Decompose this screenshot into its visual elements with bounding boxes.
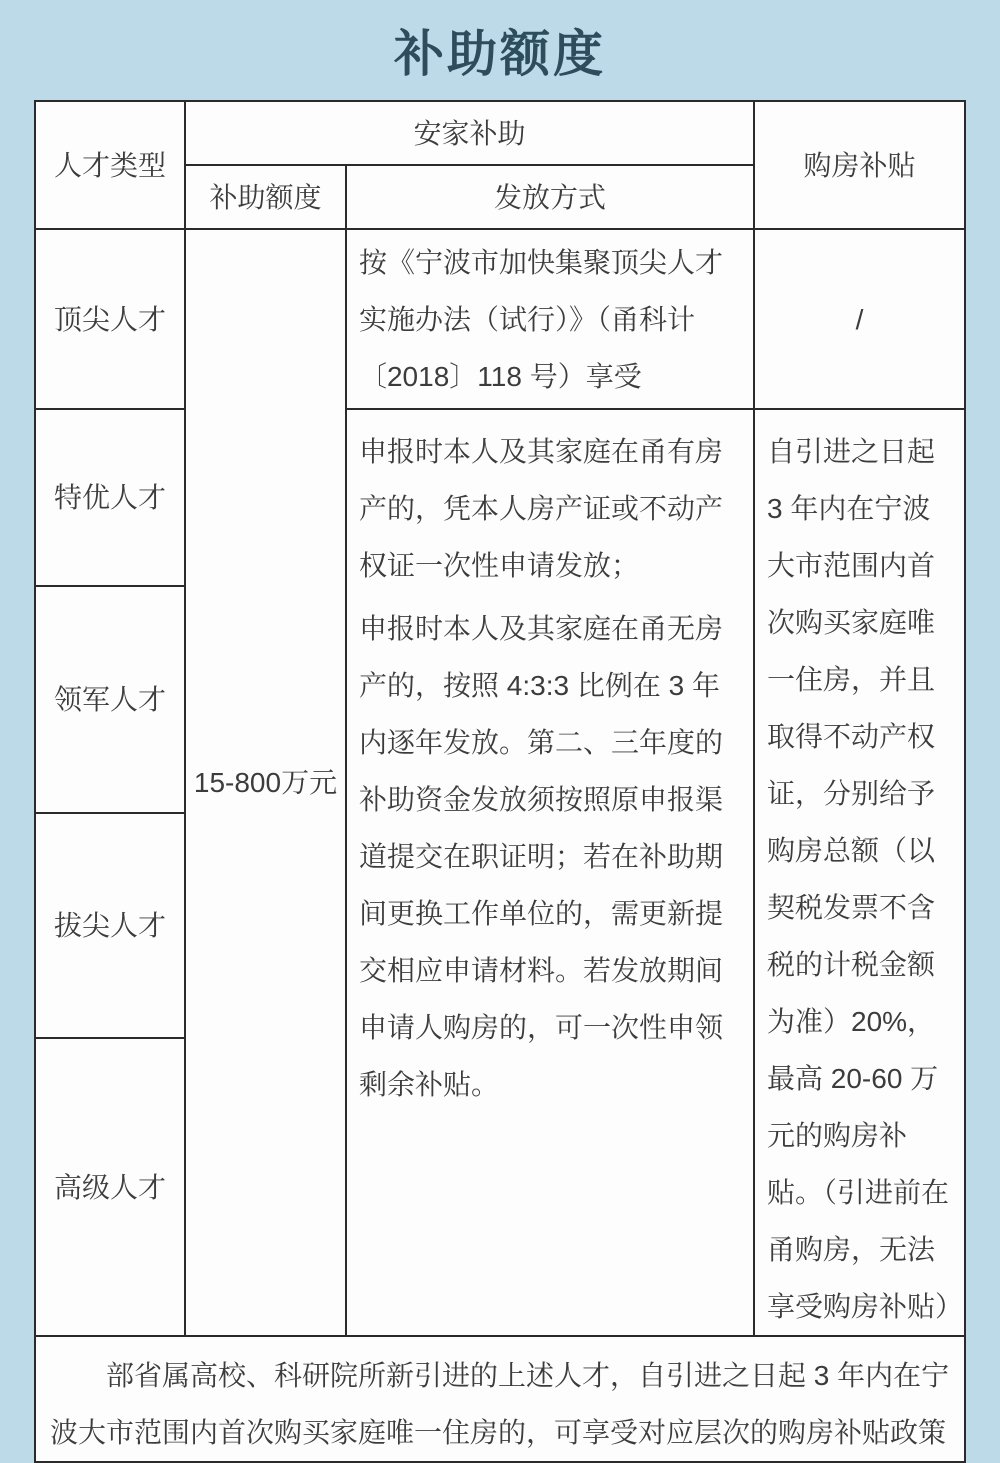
talent-type-top: 顶尖人才: [35, 229, 185, 409]
table-row-top-talent: [35, 229, 965, 409]
subsidy-table: [34, 100, 966, 1463]
house-subsidy-merged-cell: 自引进之日起 3 年内在宁波大市范围内首次购买家庭唯一住房，并且取得不动产权证，分别给予购房总额（以契税发票不含税的计税金额为准）20%，最高 20-60 万元的购房补贴。（引进前在甬购房，无法享受购房补贴）: [754, 409, 965, 1336]
talent-type-teyou: 特优人才: [35, 409, 185, 586]
talent-type-bajian: 拔尖人才: [35, 813, 185, 1038]
distribution-method-merged-cell: [346, 409, 754, 1336]
header-distribution-method: 发放方式: [346, 165, 754, 229]
talent-type-gaoji: 高级人才: [35, 1038, 185, 1336]
method-paragraph-2: 申报时本人及其家庭在甬无房产的，按照 4:3:3 比例在 3 年内逐年发放。第二、三年度的补助资金发放须按照原申报渠道提交在职证明；若在补助期间更换工作单位的，需更新提交相应申请材料。若发放期间申请人购房的，可一次性申领剩余补贴。: [358, 613, 723, 1100]
page-title: 补助额度: [394, 26, 606, 82]
table-body: [35, 229, 965, 1462]
talent-type-lingjun: 领军人才: [35, 586, 185, 814]
method-paragraph-1: 申报时本人及其家庭在甬有房产的，凭本人房产证或不动产权证一次性申请发放；: [358, 436, 723, 581]
header-house-purchase-subsidy: 购房补贴: [754, 101, 965, 229]
table-header: [35, 101, 965, 229]
header-subsidy-amount: 补助额度: [185, 165, 346, 229]
header-row-1: [35, 101, 965, 165]
subsidy-amount-merged-cell: 15-800万元: [185, 229, 346, 1336]
top-talent-house-cell: /: [754, 229, 965, 409]
top-talent-method-cell: 按《宁波市加快集聚顶尖人才实施办法（试行）》（甬科计〔2018〕118 号）享受: [346, 229, 754, 409]
footer-note-text: 部省属高校、科研院所新引进的上述人才，自引进之日起 3 年内在宁波大市范围内首次购买家庭唯一住房的，可享受对应层次的购房补贴政策: [49, 1360, 950, 1448]
header-talent-type: 人才类型: [35, 101, 185, 229]
footer-note-cell: [35, 1336, 965, 1462]
table-footer-row: [35, 1336, 965, 1462]
table-row-teyou-talent: [35, 409, 965, 586]
header-settling-subsidy: 安家补助: [185, 101, 754, 165]
